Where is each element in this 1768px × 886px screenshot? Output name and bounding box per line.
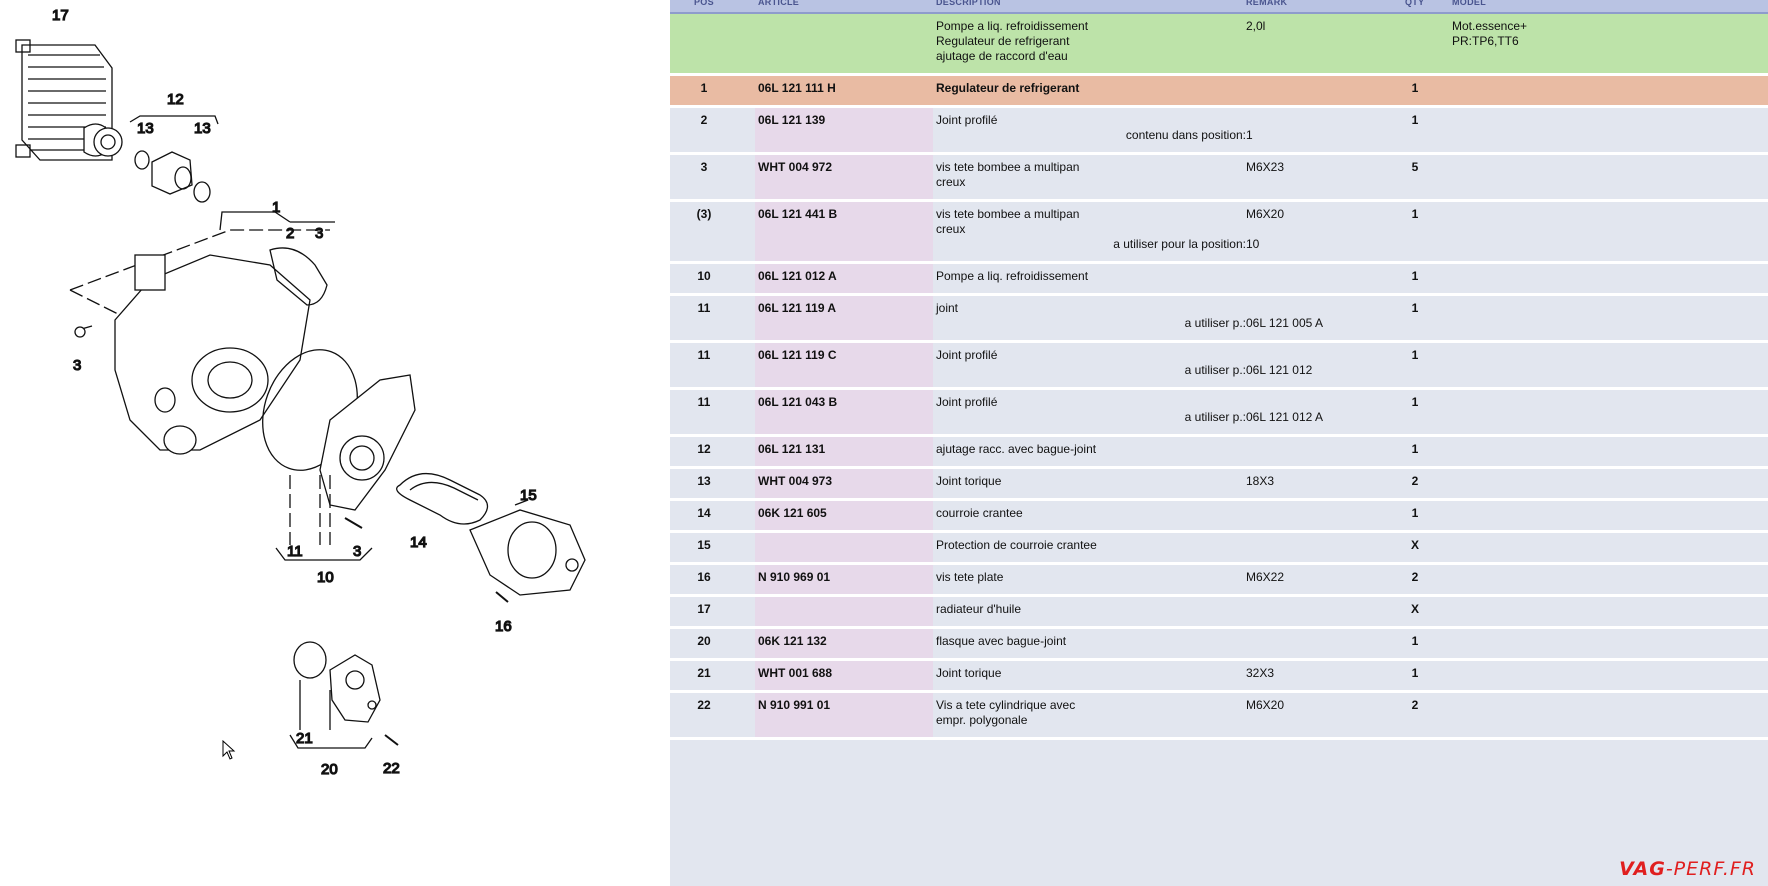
pos-cell: 16: [697, 570, 711, 584]
article-cell: WHT 001 688: [758, 666, 833, 680]
col-remark-header: REMARK: [1246, 0, 1288, 7]
table-row[interactable]: [670, 501, 1768, 533]
table-row[interactable]: [670, 108, 1768, 155]
col-model-header: MODEL: [1452, 0, 1486, 7]
description-cell: vis tete bombee a multipan creux: [936, 207, 1080, 236]
pos-cell: 15: [697, 538, 711, 552]
description-cell: radiateur d'huile: [936, 602, 1022, 616]
note-value: 10: [1246, 237, 1260, 251]
article-cell: 06K 121 605: [758, 506, 827, 520]
callout-17: 17: [52, 7, 69, 24]
remark-cell: M6X20: [1246, 207, 1285, 221]
note-value: 06L 121 012: [1246, 363, 1313, 377]
remark-cell: M6X22: [1246, 570, 1285, 584]
pos-cell: 11: [697, 395, 711, 409]
callout-12: 12: [167, 91, 184, 108]
description-cell: Pompe a liq. refroidissement: [936, 269, 1089, 283]
pos-cell: 3: [700, 160, 708, 174]
table-row[interactable]: [670, 264, 1768, 296]
article-cell: 06L 121 119 A: [758, 301, 837, 315]
table-row[interactable]: [670, 693, 1768, 740]
header-remark: 2,0l: [1246, 19, 1266, 33]
pos-cell: 1: [700, 81, 708, 95]
qty-cell: 1: [1411, 666, 1419, 680]
water-pump-drawing: [276, 375, 415, 560]
note-label: a utiliser p.:: [1184, 316, 1246, 330]
qty-cell: 1: [1411, 506, 1419, 520]
qty-cell: 2: [1411, 474, 1419, 488]
article-cell: 06L 121 119 C: [758, 348, 837, 362]
callout-11: 11: [287, 543, 303, 560]
description-cell: joint: [936, 301, 959, 315]
header-description: Pompe a liq. refroidissement Regulateur de refrigerant ajutage de raccord d'eau: [936, 19, 1089, 63]
parts-table: [670, 14, 1768, 740]
article-cell: 06L 121 111 H: [758, 81, 836, 95]
qty-cell: 1: [1411, 301, 1419, 315]
pos-cell: 12: [697, 442, 711, 456]
remark-cell: M6X20: [1246, 698, 1285, 712]
qty-cell: 1: [1411, 634, 1419, 648]
callout-21: 21: [296, 730, 313, 747]
callout-14: 14: [410, 534, 427, 551]
callout-13b: 13: [194, 120, 211, 137]
callout-3c: 3: [353, 543, 362, 560]
callout-3b: 3: [73, 357, 82, 374]
note-value: 06L 121 012 A: [1246, 410, 1323, 424]
description-cell: Vis a tete cylindrique avec empr. polygonale: [936, 698, 1076, 727]
pos-cell: 10: [697, 269, 711, 283]
description-cell: vis tete bombee a multipan creux: [936, 160, 1080, 189]
column-header-bar: [670, 0, 1768, 14]
article-cell: 06L 121 043 B: [758, 395, 838, 409]
description-cell: Joint profilé: [936, 113, 998, 127]
header-model: Mot.essence+ PR:TP6,TT6: [1452, 19, 1528, 48]
callout-16: 16: [495, 618, 512, 635]
table-row[interactable]: [670, 597, 1768, 629]
description-cell: courroie crantee: [936, 506, 1023, 520]
note-label: a utiliser p.:: [1184, 410, 1246, 424]
pos-cell: 2: [700, 113, 708, 127]
table-row[interactable]: [670, 661, 1768, 693]
col-article-header: ARTICLE: [758, 0, 800, 7]
pos-cell: 20: [697, 634, 711, 648]
table-row[interactable]: [670, 155, 1768, 202]
pos-cell: 13: [697, 474, 711, 488]
description-cell: Joint torique: [936, 474, 1002, 488]
callout-1: 1: [272, 199, 281, 216]
description-cell: Regulateur de refrigerant: [936, 81, 1080, 95]
remark-cell: 32X3: [1246, 666, 1275, 680]
pos-cell: (3): [696, 207, 712, 221]
remark-cell: 18X3: [1246, 474, 1275, 488]
pos-cell: 17: [697, 602, 711, 616]
article-cell-bg: [755, 597, 933, 626]
parts-list-panel: [670, 0, 1768, 886]
note-value: 06L 121 005 A: [1246, 316, 1323, 330]
description-cell: vis tete plate: [936, 570, 1004, 584]
qty-cell: X: [1410, 538, 1419, 552]
description-cell: Joint profilé: [936, 348, 998, 362]
description-cell: flasque avec bague-joint: [936, 634, 1067, 648]
table-row[interactable]: [670, 533, 1768, 565]
pos-cell: 11: [697, 348, 711, 362]
article-cell: N 910 969 01: [758, 570, 831, 584]
qty-cell: 5: [1411, 160, 1419, 174]
table-row[interactable]: [670, 469, 1768, 501]
col-description-header: DESCRIPTION: [936, 0, 1001, 7]
table-row[interactable]: [670, 202, 1768, 264]
article-cell: 06L 121 441 B: [758, 207, 838, 221]
table-row[interactable]: [670, 343, 1768, 390]
callout-15: 15: [520, 487, 537, 504]
qty-cell: 1: [1411, 81, 1419, 95]
logo-part2: -PERF.FR: [1665, 858, 1756, 880]
exploded-diagram: [0, 0, 670, 886]
qty-cell: 1: [1411, 348, 1419, 362]
callout-22: 22: [383, 760, 400, 777]
table-row[interactable]: [670, 390, 1768, 437]
note-value: 1: [1246, 128, 1253, 142]
article-cell: WHT 004 973: [758, 474, 833, 488]
qty-cell: 1: [1411, 442, 1419, 456]
pos-cell: 14: [697, 506, 711, 520]
qty-cell: 1: [1411, 113, 1419, 127]
article-cell-bg: [755, 533, 933, 562]
article-cell: 06L 121 139: [758, 113, 826, 127]
description-cell: Joint torique: [936, 666, 1002, 680]
callout-3a: 3: [315, 225, 324, 242]
assembly-header-row: [670, 14, 1768, 76]
description-cell: Joint profilé: [936, 395, 998, 409]
table-row[interactable]: [670, 76, 1768, 108]
callout-10: 10: [317, 569, 334, 586]
qty-cell: X: [1410, 602, 1419, 616]
callout-13a: 13: [137, 120, 154, 137]
logo-part1: VAG: [1619, 858, 1666, 880]
col-qty-header: QTY: [1405, 0, 1425, 7]
article-cell: 06L 121 131: [758, 442, 826, 456]
belt-drawing: [397, 474, 488, 524]
description-cell: ajutage racc. avec bague-joint: [936, 442, 1097, 456]
callout-2: 2: [286, 225, 295, 242]
note-label: a utiliser p.:: [1184, 363, 1246, 377]
table-row[interactable]: [670, 437, 1768, 469]
vag-perf-logo: [1619, 858, 1756, 880]
col-pos-header: POS: [694, 0, 714, 7]
qty-cell: 2: [1411, 698, 1419, 712]
article-cell: 06K 121 132: [758, 634, 827, 648]
description-cell: Protection de courroie crantee: [936, 538, 1097, 552]
mouse-cursor-icon: [222, 740, 236, 760]
note-label: a utiliser pour la position:: [1113, 237, 1246, 251]
article-cell: N 910 991 01: [758, 698, 831, 712]
table-row[interactable]: [670, 565, 1768, 597]
table-row[interactable]: [670, 296, 1768, 343]
callout-20: 20: [321, 761, 338, 778]
qty-cell: 1: [1411, 269, 1419, 283]
qty-cell: 1: [1411, 207, 1419, 221]
table-row[interactable]: [670, 629, 1768, 661]
pos-cell: 21: [697, 666, 711, 680]
qty-cell: 1: [1411, 395, 1419, 409]
remark-cell: M6X23: [1246, 160, 1285, 174]
belt-cover-drawing: [470, 500, 585, 595]
pos-cell: 22: [697, 698, 711, 712]
article-cell: 06L 121 012 A: [758, 269, 837, 283]
note-label: contenu dans position:: [1125, 128, 1246, 142]
regulator-housing-drawing: [70, 212, 335, 454]
oil-cooler-drawing: [16, 40, 122, 160]
article-cell: WHT 004 972: [758, 160, 833, 174]
qty-cell: 2: [1411, 570, 1419, 584]
pos-cell: 11: [697, 301, 711, 315]
